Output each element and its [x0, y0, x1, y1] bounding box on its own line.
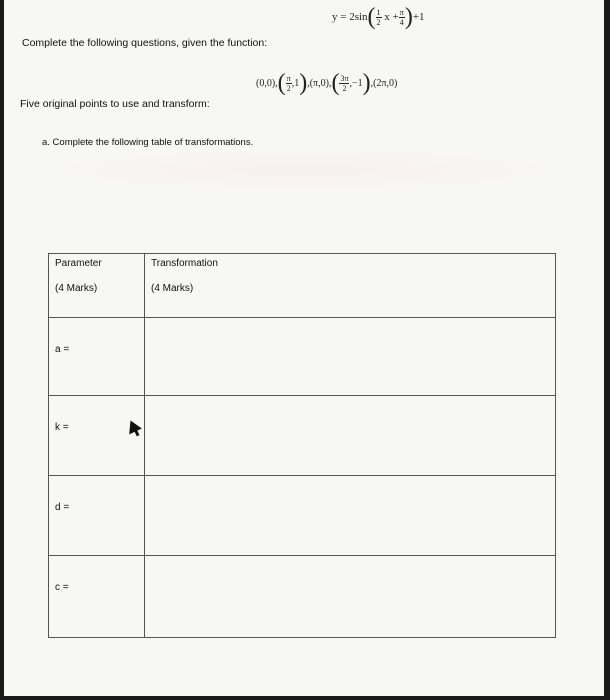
- table-row: [49, 556, 556, 638]
- transformation-cell-c[interactable]: [145, 556, 556, 638]
- fraction-four-den: 4: [399, 18, 404, 27]
- point-4-tail: ,−1: [349, 77, 363, 89]
- point-4-num: 3π: [340, 74, 349, 83]
- point-2-num: π: [286, 74, 291, 83]
- parameter-marks: (4 Marks): [55, 283, 98, 294]
- table-row: [49, 318, 556, 396]
- fraction-half-num: 1: [376, 8, 381, 17]
- parameter-header-cell: [49, 254, 145, 318]
- parameter-cell-d: d =: [49, 476, 145, 556]
- scan-smudge: [44, 150, 564, 190]
- point-5: ,(2π,0): [370, 77, 398, 89]
- fraction-half: [376, 8, 382, 27]
- table-header-row: [49, 254, 556, 318]
- function-tail: +1: [412, 11, 425, 24]
- point-1: (0,0),: [256, 77, 278, 89]
- function-equation: y = 2sin( $\frac{1}{2}$ x + $\frac{\pi}{4}$ )+1: [332, 4, 425, 30]
- part-a-instruction: a. Complete the following table of transformations.: [42, 137, 254, 148]
- point-2-tail: ,1: [291, 77, 300, 89]
- function-mid: x +: [384, 11, 399, 24]
- table-row: [49, 396, 556, 476]
- point-4-frac: [339, 74, 349, 93]
- point-3: ,(π,0),: [307, 77, 332, 89]
- fraction-pi-num: π: [399, 8, 404, 17]
- transformation-cell-a[interactable]: [145, 318, 556, 396]
- parameter-header: Parameter: [55, 258, 102, 269]
- transformations-table: [48, 253, 556, 638]
- point-4-den: 2: [342, 84, 347, 93]
- transformation-cell-d[interactable]: [145, 476, 556, 556]
- point-2-den: 2: [286, 84, 291, 93]
- function-lhs: y = 2sin: [332, 11, 368, 24]
- table-row: [49, 476, 556, 556]
- parameter-cell-c: c =: [49, 556, 145, 638]
- transformation-cell-k[interactable]: [145, 396, 556, 476]
- transformation-header: Transformation: [151, 258, 218, 269]
- transformation-header-cell: [145, 254, 556, 318]
- parameter-cell-a: a =: [49, 318, 145, 396]
- original-points: (0,0),( $\frac{\pi}{2}$ ,1),(π,0),( $\frac{3\pi}{2}$ ,−1),(2π,0): [256, 70, 398, 96]
- fraction-half-den: 2: [376, 18, 381, 27]
- worksheet-page: [4, 0, 604, 696]
- transformation-marks: (4 Marks): [151, 283, 194, 294]
- parameter-cell-k: k =: [49, 396, 145, 476]
- points-label: Five original points to use and transform:: [20, 98, 210, 110]
- instruction-text: Complete the following questions, given the function:: [22, 37, 268, 49]
